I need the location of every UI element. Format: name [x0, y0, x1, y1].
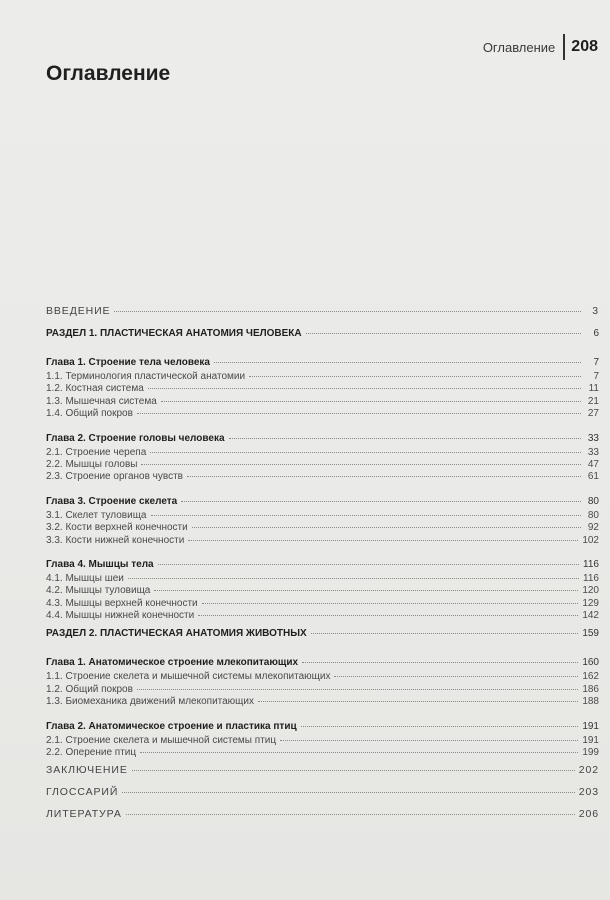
toc-entry-chapter — [46, 431, 599, 447]
toc-entry-page: 7 — [593, 357, 599, 368]
toc-entry-label: 1.4. Общий покров — [46, 408, 133, 420]
toc-entry-section — [46, 585, 599, 597]
toc-entry-section — [46, 383, 599, 395]
dot-leader — [188, 540, 578, 541]
toc-entry-top — [46, 759, 599, 781]
dot-leader — [114, 311, 581, 312]
toc-entry-label: Глава 1. Строение тела человека — [46, 357, 210, 368]
toc-entry-page: 116 — [583, 558, 599, 570]
toc-entry-section — [46, 573, 599, 585]
dot-leader — [151, 515, 582, 516]
toc-entry-page: 33 — [587, 446, 599, 458]
toc-entry-label: 2.2. Оперение птиц — [46, 747, 137, 759]
page-number: 208 — [571, 38, 598, 55]
toc-entry-section — [46, 747, 599, 759]
toc-entry-page: 6 — [593, 328, 599, 339]
toc-entry-page: 199 — [582, 747, 599, 759]
toc-entry-chapter — [46, 557, 599, 573]
dot-leader — [128, 578, 579, 579]
toc-entry-page: 3 — [592, 305, 599, 317]
toc-entry-section — [46, 371, 599, 383]
toc-entry-label: 1.2. Общий покров — [46, 683, 133, 695]
toc-entry-page: 80 — [587, 495, 599, 507]
toc-entry-page: 186 — [582, 683, 599, 695]
toc-entry-section — [46, 396, 599, 408]
toc-entry-page: 47 — [587, 458, 599, 470]
toc-entry-label: 4.2. Мышцы туловища — [46, 585, 151, 597]
toc-entry-page: 102 — [582, 534, 599, 546]
dot-leader — [280, 740, 578, 741]
page-title: Оглавление — [46, 62, 171, 85]
toc-entry-label: ГЛОССАРИЙ — [46, 786, 119, 799]
running-header-title: Оглавление — [482, 39, 556, 55]
dot-leader — [126, 814, 575, 815]
toc-entry-page: 129 — [582, 597, 599, 609]
toc-entry-section — [46, 459, 599, 471]
toc-entry-label: РАЗДЕЛ 2. ПЛАСТИЧЕСКАЯ АНАТОМИЯ ЖИВОТНЫХ — [46, 628, 307, 640]
toc-entry-top — [46, 803, 599, 825]
toc-entry-page: 191 — [582, 720, 599, 732]
toc-entry-section — [46, 522, 599, 534]
dot-leader — [137, 413, 581, 414]
toc-entry-label: РАЗДЕЛ 1. ПЛАСТИЧЕСКАЯ АНАТОМИЯ ЧЕЛОВЕКА — [46, 328, 302, 339]
toc-entry-section — [46, 696, 599, 708]
toc-entry-page: 159 — [582, 628, 599, 640]
dot-leader — [122, 792, 574, 793]
toc-entry-page: 11 — [588, 383, 599, 395]
dot-leader — [198, 615, 578, 616]
toc-entry-label: 2.3. Строение органов чувств — [46, 471, 183, 483]
toc-entry-section — [46, 535, 599, 547]
dot-leader — [214, 362, 581, 363]
dot-leader — [137, 689, 578, 690]
dot-leader — [132, 770, 575, 771]
toc-entry-chapter — [46, 719, 599, 735]
dot-leader — [181, 501, 581, 502]
toc-entry-label: 2.1. Строение черепа — [46, 446, 147, 458]
toc-entry-section — [46, 671, 599, 683]
toc-entry-page: 120 — [582, 585, 599, 597]
toc-entry-page: 142 — [582, 610, 599, 622]
toc-entry-top — [46, 781, 599, 803]
dot-leader — [302, 662, 578, 663]
toc-entry-label: 1.1. Строение скелета и мышечной системы млекопитающих — [46, 671, 331, 683]
toc-entry-section — [46, 510, 599, 522]
toc-entry-label: 2.2. Мышцы головы — [46, 458, 138, 470]
toc-entry-label: ЗАКЛЮЧЕНИЕ — [46, 764, 128, 777]
header-divider — [563, 34, 565, 60]
toc-entry-label: 3.3. Кости нижней конечности — [46, 534, 185, 546]
dot-leader — [258, 701, 578, 702]
toc-entry-label: Глава 4. Мышцы тела — [46, 558, 154, 570]
dot-leader — [187, 476, 581, 477]
toc-entry-section — [46, 471, 599, 483]
toc-entry-label: Глава 3. Строение скелета — [46, 495, 178, 507]
toc-entry-top — [46, 300, 599, 322]
toc-entry-page: 33 — [587, 432, 599, 444]
toc-entry-page: 7 — [593, 371, 599, 382]
toc-entry-page: 206 — [578, 808, 599, 821]
toc-entry-page: 162 — [582, 671, 599, 683]
toc-entry-label: 1.3. Мышечная система — [46, 395, 157, 407]
toc-entry-page: 203 — [578, 786, 599, 799]
toc-entry-section — [46, 447, 599, 459]
toc-entry-page: 160 — [582, 657, 599, 669]
dot-leader — [158, 564, 579, 565]
toc-entry-section — [46, 408, 599, 420]
dot-leader — [141, 464, 581, 465]
dot-leader — [306, 333, 581, 334]
table-of-contents — [46, 300, 599, 825]
toc-entry-label: ВВЕДЕНИЕ — [46, 305, 111, 317]
toc-entry-label: 1.2. Костная система — [46, 383, 144, 395]
toc-entry-page: 27 — [587, 408, 599, 420]
toc-entry-page: 202 — [578, 764, 599, 777]
toc-entry-label: 1.1. Терминология пластической анатомии — [46, 371, 246, 382]
toc-entry-label: 4.1. Мышцы шеи — [46, 572, 124, 584]
dot-leader — [154, 590, 578, 591]
toc-entry-label: Глава 2. Анатомическое строение и пластика птиц — [46, 720, 297, 732]
toc-entry-label: ЛИТЕРАТУРА — [46, 808, 122, 821]
toc-entry-page: 21 — [587, 395, 599, 407]
toc-entry-section — [46, 610, 599, 622]
toc-entry-label: 3.1. Скелет туловища — [46, 509, 147, 521]
dot-leader — [150, 452, 581, 453]
dot-leader — [192, 527, 581, 528]
toc-entry-part — [46, 323, 599, 345]
dot-leader — [229, 438, 581, 439]
toc-entry-label: Глава 1. Анатомическое строение млекопитающих — [46, 657, 299, 669]
dot-leader — [249, 376, 581, 377]
toc-entry-page: 188 — [582, 696, 599, 708]
dot-leader — [334, 676, 578, 677]
toc-entry-page: 92 — [587, 522, 599, 534]
dot-leader — [161, 401, 581, 402]
toc-entry-label: 4.4. Мышцы нижней конечности — [46, 610, 195, 622]
toc-entry-page: 116 — [583, 572, 599, 584]
dot-leader — [148, 388, 581, 389]
toc-entry-chapter — [46, 655, 599, 671]
toc-entry-page: 80 — [587, 509, 599, 521]
toc-entry-section — [46, 598, 599, 610]
toc-entry-label: 2.1. Строение скелета и мышечной системы птиц — [46, 734, 277, 746]
toc-entry-page: 191 — [582, 734, 599, 746]
toc-entry-label: 1.3. Биомеханика движений млекопитающих — [46, 696, 254, 708]
toc-entry-label: Глава 2. Строение головы человека — [46, 432, 225, 444]
toc-entry-label: 4.3. Мышцы верхней конечности — [46, 597, 198, 609]
running-header — [483, 34, 598, 60]
dot-leader — [301, 726, 579, 727]
toc-entry-part — [46, 623, 599, 645]
dot-leader — [202, 603, 579, 604]
toc-entry-chapter — [46, 494, 599, 510]
toc-entry-page: 61 — [587, 471, 599, 483]
toc-entry-label: 3.2. Кости верхней конечности — [46, 522, 188, 534]
dot-leader — [311, 633, 579, 634]
toc-entry-section — [46, 684, 599, 696]
toc-entry-section — [46, 735, 599, 747]
toc-entry-chapter — [46, 355, 599, 371]
dot-leader — [140, 752, 578, 753]
